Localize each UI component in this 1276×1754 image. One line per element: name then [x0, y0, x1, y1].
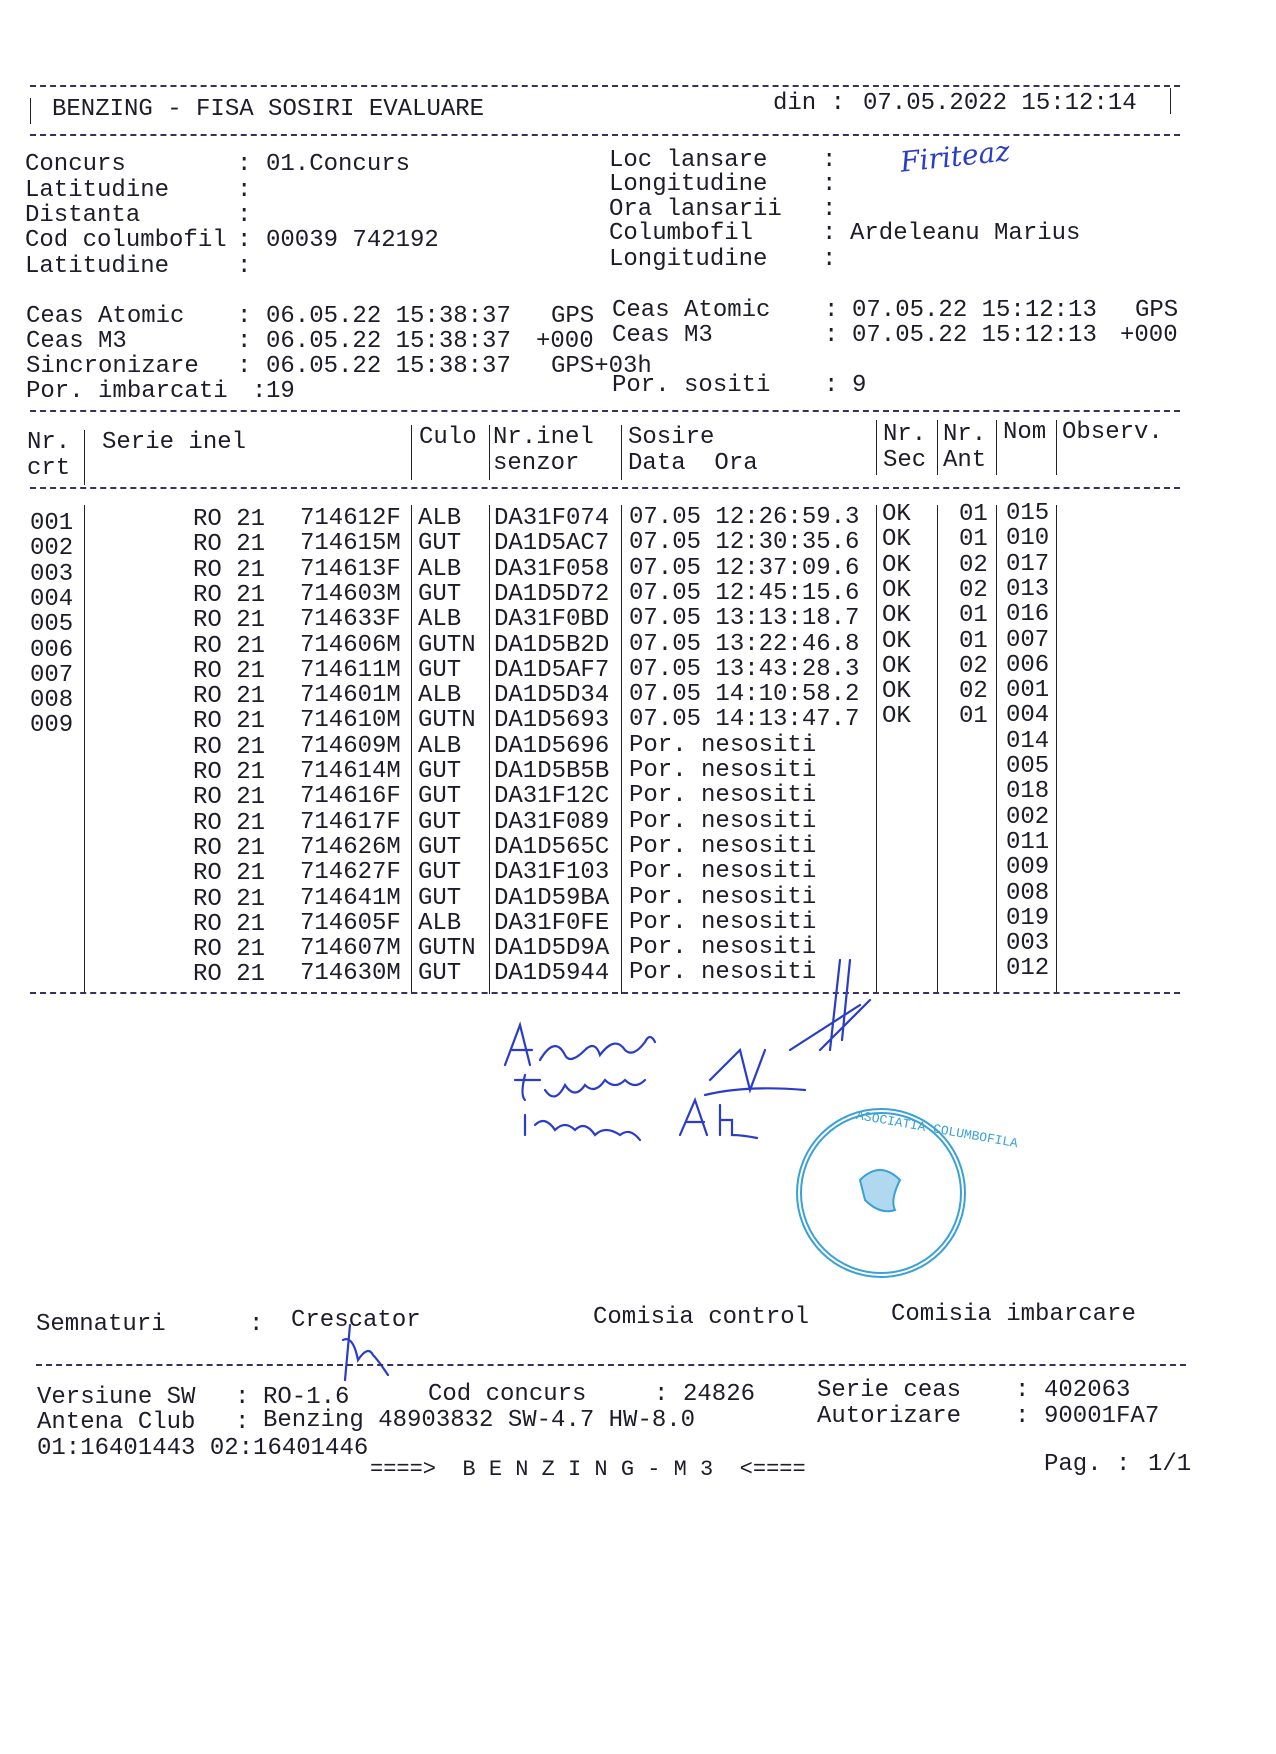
clock-label: Ceas Atomic: [26, 303, 185, 330]
antenna-number: 02: [959, 653, 988, 680]
colon: :: [824, 372, 839, 399]
arrival-time: 07.05 12:37:09.6: [629, 555, 860, 582]
autorizare-value: 90001FA7: [1044, 1403, 1160, 1430]
info-label: Longitudine: [609, 246, 768, 273]
arrival-time: Por. nesositi: [629, 833, 817, 860]
comisia-control-label: Comisia control: [593, 1304, 810, 1331]
color-code: GUT: [418, 885, 462, 912]
arrival-time: Por. nesositi: [629, 959, 817, 986]
column-header-nr: Nr.: [27, 429, 71, 456]
sensor-ring: DA1D5B5B: [494, 758, 610, 785]
row-number: 005: [30, 611, 74, 638]
antena-value: Benzing 48903832 SW-4.7 HW-8.0: [263, 1407, 696, 1434]
nomination-number: 017: [1006, 551, 1050, 578]
ring-number: 714611M: [300, 657, 401, 684]
signature-ionescu: [525, 1100, 757, 1140]
sector-status: OK: [882, 602, 911, 629]
ring-country-year: RO 21: [193, 658, 266, 685]
info-label: Cod columbofil: [25, 227, 227, 254]
ring-number: 714617F: [300, 809, 401, 836]
nomination-number: 010: [1006, 525, 1050, 552]
ring-country-year: RO 21: [193, 784, 266, 811]
column-header-culo: Culo: [419, 424, 477, 451]
ring-country-year: RO 21: [193, 936, 266, 963]
ring-country-year: RO 21: [193, 557, 266, 584]
clock-label: Ceas M3: [26, 328, 127, 355]
clock-value: 07.05.22 15:12:13: [852, 297, 1097, 324]
color-code: GUT: [418, 960, 462, 987]
ring-number: 714615M: [300, 530, 401, 557]
colon: :: [822, 171, 837, 198]
info-label: Loc lansare: [609, 147, 768, 174]
antennas-list: 01:16401443 02:16401446: [37, 1435, 369, 1462]
info-label: Latitudine: [25, 177, 170, 204]
colon: :: [654, 1381, 669, 1408]
antenna-number: 01: [959, 501, 988, 528]
ring-number: 714613F: [300, 556, 401, 583]
row-number: 008: [30, 687, 74, 714]
antenna-number: 01: [959, 628, 988, 655]
color-code: ALB: [418, 505, 462, 532]
color-code: GUT: [418, 783, 462, 810]
page-number: 1/1: [1148, 1451, 1192, 1478]
info-label: Longitudine: [609, 171, 768, 198]
ring-number: 714612F: [300, 505, 401, 532]
colon: :: [237, 202, 252, 229]
colon: :: [822, 147, 837, 174]
row-number: 001: [30, 510, 74, 537]
ring-country-year: RO 21: [193, 633, 266, 660]
sensor-ring: DA31F074: [494, 505, 610, 532]
signature-tutunaru: [515, 1075, 645, 1100]
nomination-number: 016: [1006, 601, 1050, 628]
antenna-number: 01: [959, 703, 988, 730]
colon: :: [822, 246, 837, 273]
versiune-label: Versiune SW: [37, 1384, 196, 1411]
serie-ceas-value: 402063: [1044, 1377, 1131, 1404]
clock-value: 07.05.22 15:12:13: [852, 322, 1097, 349]
signatures-label: Semnaturi: [36, 1311, 166, 1338]
cod-concurs-value: 24826: [683, 1381, 756, 1408]
colon: :: [824, 297, 839, 324]
sensor-ring: DA1D5944: [494, 960, 610, 987]
colon: :: [249, 1311, 264, 1338]
colon: :: [235, 1384, 250, 1411]
comisia-imbarcare-label: Comisia imbarcare: [891, 1301, 1136, 1328]
sensor-ring: DA1D59BA: [494, 885, 610, 912]
arrival-time: 07.05 13:22:46.8: [629, 631, 860, 658]
column-header-nrinel: Nr.inel: [493, 424, 594, 451]
ring-number: 714607M: [300, 935, 401, 962]
info-label: Concurs: [25, 151, 126, 178]
colon: :: [235, 1409, 250, 1436]
colon: :: [237, 151, 252, 178]
clock-label: Ceas Atomic: [612, 297, 771, 324]
arrival-time: 07.05 12:26:59.3: [629, 504, 860, 531]
colon: :: [237, 177, 252, 204]
antenna-number: 02: [959, 678, 988, 705]
autorizare-label: Autorizare: [817, 1403, 962, 1430]
sensor-ring: DA1D5D72: [494, 581, 610, 608]
din-label: din :: [773, 90, 846, 117]
ring-country-year: RO 21: [193, 683, 266, 710]
info-label: Columbofil: [609, 220, 754, 247]
sensor-ring: DA1D5696: [494, 733, 610, 760]
sector-status: OK: [882, 577, 911, 604]
ring-country-year: RO 21: [193, 835, 266, 862]
sector-status: OK: [882, 703, 911, 730]
nomination-number: 012: [1006, 955, 1050, 982]
clock-label: Sincronizare: [26, 353, 199, 380]
ring-number: 714601M: [300, 682, 401, 709]
colon: :: [822, 220, 837, 247]
page-label: Pag. :: [1044, 1451, 1131, 1478]
nomination-number: 005: [1006, 753, 1050, 780]
ring-number: 714633F: [300, 606, 401, 633]
colon: :: [237, 253, 252, 280]
nomination-number: 015: [1006, 500, 1050, 527]
colon: :: [824, 322, 839, 349]
nomination-number: 013: [1006, 576, 1050, 603]
sensor-ring: DA1D565C: [494, 834, 610, 861]
clock-value: 9: [852, 372, 867, 399]
ring-number: 714616F: [300, 783, 401, 810]
color-code: ALB: [418, 606, 462, 633]
nomination-number: 009: [1006, 854, 1050, 881]
arrival-time: 07.05 12:45:15.6: [629, 580, 860, 607]
nomination-number: 004: [1006, 702, 1050, 729]
ring-country-year: RO 21: [193, 506, 266, 533]
sensor-ring: DA31F0FE: [494, 910, 610, 937]
ring-country-year: RO 21: [193, 759, 266, 786]
info-value: 00039 742192: [266, 227, 439, 254]
serie-ceas-label: Serie ceas: [817, 1377, 962, 1404]
column-header-serie: Serie inel: [102, 429, 247, 456]
color-code: ALB: [418, 682, 462, 709]
color-code: ALB: [418, 910, 462, 937]
ring-number: 714606M: [300, 632, 401, 659]
clock-suffix: +000: [1120, 322, 1178, 349]
clock-value: 06.05.22 15:38:37: [266, 328, 511, 355]
colon: :: [237, 227, 252, 254]
arrival-time: Por. nesositi: [629, 732, 817, 759]
info-label: Ora lansarii: [609, 196, 782, 223]
nomination-number: 011: [1006, 829, 1050, 856]
clock-suffix: +000: [536, 328, 594, 355]
ring-number: 714609M: [300, 733, 401, 760]
column-header-observ: Observ.: [1062, 419, 1163, 446]
sector-status: OK: [882, 678, 911, 705]
signature-scribble: [705, 960, 870, 1095]
ring-country-year: RO 21: [193, 911, 266, 938]
nomination-number: 007: [1006, 627, 1050, 654]
row-number: 004: [30, 586, 74, 613]
ring-country-year: RO 21: [193, 961, 266, 988]
sensor-ring: DA1D5AC7: [494, 530, 610, 557]
arrival-time: 07.05 14:13:47.7: [629, 706, 860, 733]
colon: :: [1015, 1377, 1030, 1404]
column-header-ant: Ant: [943, 447, 987, 474]
sensor-ring: DA31F103: [494, 859, 610, 886]
color-code: GUT: [418, 809, 462, 836]
document-title: BENZING - FISA SOSIRI EVALUARE: [52, 96, 485, 123]
ring-number: 714614M: [300, 758, 401, 785]
arrival-time: Por. nesositi: [629, 858, 817, 885]
colon: :: [822, 196, 837, 223]
row-number: 009: [30, 712, 74, 739]
color-code: GUT: [418, 834, 462, 861]
ring-number: 714630M: [300, 960, 401, 987]
info-value: 01.Concurs: [266, 151, 411, 178]
nomination-number: 014: [1006, 728, 1050, 755]
antenna-number: 02: [959, 552, 988, 579]
arrival-time: Por. nesositi: [629, 909, 817, 936]
column-header-data_ora: Data Ora: [628, 450, 758, 477]
arrival-time: 07.05 14:10:58.2: [629, 681, 860, 708]
color-code: GUT: [418, 657, 462, 684]
row-number: 002: [30, 535, 74, 562]
clock-suffix: GPS: [551, 303, 595, 330]
column-header-nr2: Nr.: [943, 421, 987, 448]
antenna-number: 01: [959, 602, 988, 629]
clock-suffix: GPS: [1135, 297, 1179, 324]
nomination-number: 018: [1006, 778, 1050, 805]
ring-number: 714641M: [300, 885, 401, 912]
nomination-number: 008: [1006, 880, 1050, 907]
crescator-label: Crescator: [291, 1307, 421, 1334]
ring-number: 714626M: [300, 834, 401, 861]
sensor-ring: DA1D5AF7: [494, 657, 610, 684]
ring-country-year: RO 21: [193, 810, 266, 837]
ring-country-year: RO 21: [193, 708, 266, 735]
stamp-text: ASOCIATIA COLUMBOFILA: [855, 1107, 1019, 1152]
ring-country-year: RO 21: [193, 886, 266, 913]
sector-status: OK: [882, 501, 911, 528]
clock-value: 06.05.22 15:38:37: [266, 303, 511, 330]
nomination-number: 019: [1006, 905, 1050, 932]
ring-number: 714603M: [300, 581, 401, 608]
arrival-time: Por. nesositi: [629, 934, 817, 961]
arrival-time: 07.05 13:43:28.3: [629, 656, 860, 683]
sensor-ring: DA31F058: [494, 556, 610, 583]
colon: :: [237, 353, 252, 380]
color-code: GUT: [418, 758, 462, 785]
sensor-ring: DA31F12C: [494, 783, 610, 810]
ring-number: 714627F: [300, 859, 401, 886]
sector-status: OK: [882, 653, 911, 680]
clock-value: 06.05.22 15:38:37: [266, 353, 511, 380]
colon: :: [1015, 1403, 1030, 1430]
color-code: GUT: [418, 530, 462, 557]
sensor-ring: DA1D5D34: [494, 682, 610, 709]
handwritten-loc-lansare: Firiteaz: [898, 134, 1012, 179]
info-label: Latitudine: [25, 253, 170, 280]
ring-country-year: RO 21: [193, 607, 266, 634]
arrival-time: 07.05 13:13:18.7: [629, 605, 860, 632]
sector-status: OK: [882, 526, 911, 553]
column-header-sec: Sec: [883, 447, 927, 474]
color-code: ALB: [418, 556, 462, 583]
row-number: 007: [30, 662, 74, 689]
antena-label: Antena Club: [37, 1409, 196, 1436]
arrival-time: Por. nesositi: [629, 808, 817, 835]
ring-number: 714610M: [300, 707, 401, 734]
signature-balasei: [505, 1025, 655, 1065]
ring-country-year: RO 21: [193, 860, 266, 887]
clock-value: 19: [266, 378, 295, 405]
sensor-ring: DA31F0BD: [494, 606, 610, 633]
column-header-nom: Nom: [1003, 419, 1047, 446]
report-datetime: 07.05.2022 15:12:14: [863, 90, 1137, 117]
info-label: Distanta: [25, 202, 141, 229]
info-value: Ardeleanu Marius: [850, 220, 1081, 247]
colon: :: [237, 328, 252, 355]
ring-country-year: RO 21: [193, 582, 266, 609]
arrival-time: Por. nesositi: [629, 782, 817, 809]
clock-label: Por. imbarcati: [26, 378, 228, 405]
column-header-senzor: senzor: [493, 450, 580, 477]
row-number: 006: [30, 637, 74, 664]
clock-suffix: GPS+03h: [551, 353, 652, 380]
color-code: GUTN: [418, 935, 476, 962]
sensor-ring: DA31F089: [494, 809, 610, 836]
sensor-ring: DA1D5693: [494, 707, 610, 734]
colon: :: [237, 303, 252, 330]
nomination-number: 002: [1006, 804, 1050, 831]
nomination-number: 001: [1006, 677, 1050, 704]
antenna-number: 02: [959, 577, 988, 604]
sector-status: OK: [882, 628, 911, 655]
nomination-number: 006: [1006, 652, 1050, 679]
antenna-number: 01: [959, 526, 988, 553]
ring-country-year: RO 21: [193, 531, 266, 558]
cod-concurs-label: Cod concurs: [428, 1381, 587, 1408]
versiune-value: RO-1.6: [263, 1384, 350, 1411]
color-code: ALB: [418, 733, 462, 760]
arrival-time: Por. nesositi: [629, 757, 817, 784]
ring-number: 714605F: [300, 910, 401, 937]
benzing-banner: ====> B E N Z I N G - M 3 <====: [370, 1457, 806, 1482]
column-header-sosire: Sosire: [628, 424, 715, 451]
row-number: 003: [30, 561, 74, 588]
column-header-crt: crt: [27, 455, 71, 482]
sensor-ring: DA1D5D9A: [494, 935, 610, 962]
sector-status: OK: [882, 552, 911, 579]
color-code: GUTN: [418, 707, 476, 734]
color-code: GUT: [418, 581, 462, 608]
sensor-ring: DA1D5B2D: [494, 632, 610, 659]
column-header-nr1: Nr.: [883, 421, 927, 448]
clock-label: Ceas M3: [612, 322, 713, 349]
clock-label: Por. sositi: [612, 372, 771, 399]
arrival-time: Por. nesositi: [629, 884, 817, 911]
colon: :: [252, 378, 267, 405]
nomination-number: 003: [1006, 930, 1050, 957]
ring-country-year: RO 21: [193, 734, 266, 761]
color-code: GUTN: [418, 632, 476, 659]
color-code: GUT: [418, 859, 462, 886]
arrival-time: 07.05 12:30:35.6: [629, 529, 860, 556]
